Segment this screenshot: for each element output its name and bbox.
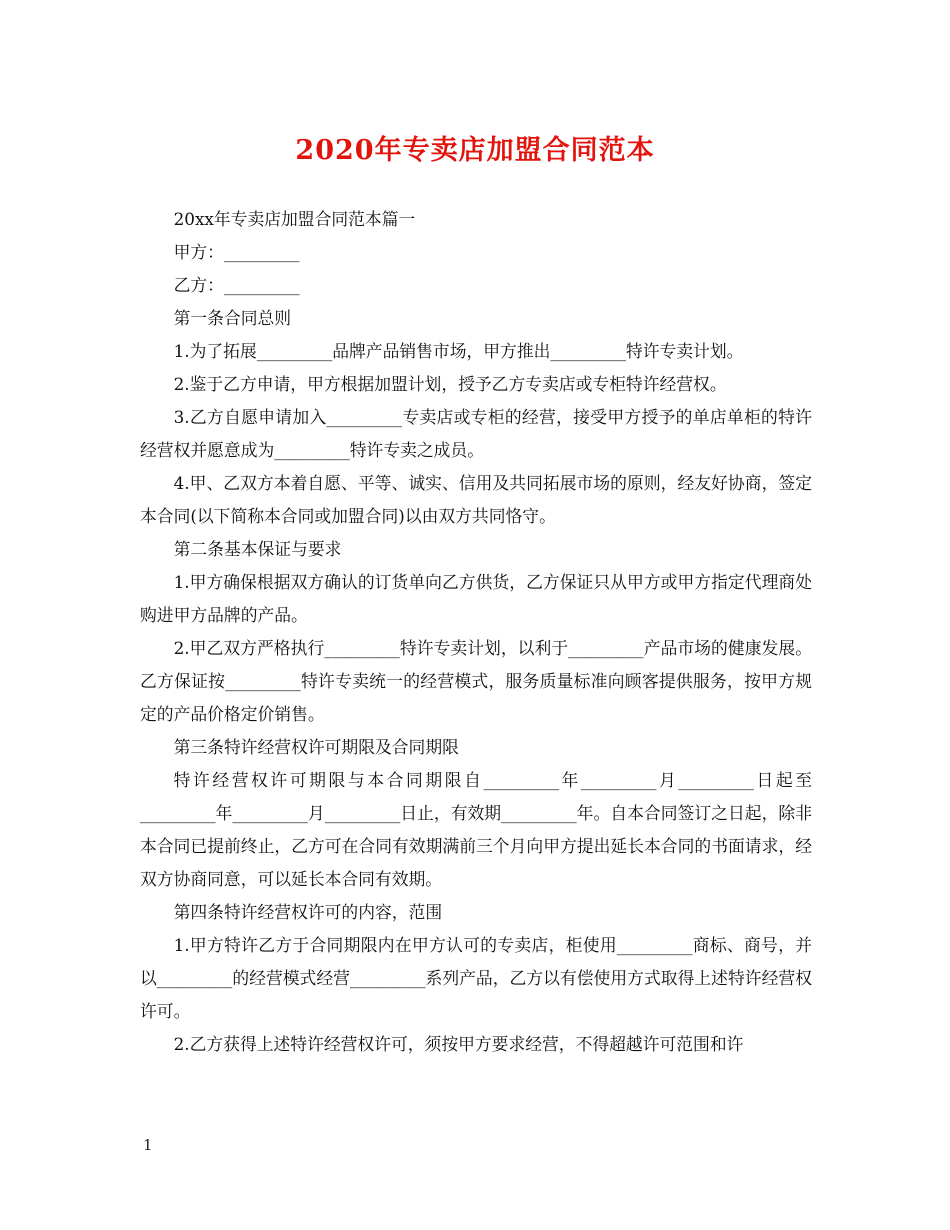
article-1-clause-1: 1.为了拓展_________品牌产品销售市场，甲方推出_________特许专卖计划。 — [173, 341, 744, 361]
document-title: 2020年专卖店加盟合同范本 — [295, 135, 655, 166]
article-2-heading: 第二条基本保证与要求 — [173, 539, 342, 559]
article-2-clause-1: 1.甲方确保根据双方确认的订货单向乙方供货，乙方保证只从甲方或甲方指定代理商处购进甲方品牌的产品。 — [140, 572, 812, 625]
page-number: 1 — [143, 1136, 153, 1154]
article-1-clause-3: 3.乙方自愿申请加入_________专卖店或专柜的经营，接受甲方授予的单店单柜的特许经营权并愿意成为_________特许专卖之成员。 — [140, 407, 812, 460]
paragraph-party-a: 甲方：_________ — [173, 242, 300, 262]
article-4-clause-1: 1.甲方特许乙方于合同期限内在甲方认可的专卖店，柜使用_________商标、商号，并以_________的经营模式经营_________系列产品，乙方以有偿使用方式取得上述特许经营权许可。 — [140, 935, 812, 1021]
article-2-clause-2: 2.甲乙双方严格执行_________特许专卖计划，以利于_________产品市场的健康发展。乙方保证按_________特许专卖统一的经营模式，服务质量标准向顾客提供服务，按甲方规定的产品价格定价销售。 — [140, 638, 812, 724]
article-3-heading: 第三条特许经营权许可期限及合同期限 — [173, 737, 459, 757]
article-4-heading: 第四条特许经营权许可的内容，范围 — [173, 902, 443, 922]
paragraph-party-b: 乙方：_________ — [173, 275, 300, 295]
article-3-clause: 特许经营权许可期限与本合同期限自_________年_________月_________日起至_________年_________月_________日止，有效期_________年。自本合同签订之日起，除非本合同已提前终止，乙方可在合同有效期满前三个月向甲方提出延长本合同的书面请求，经双方协商同意，可以延长本合同有效期。 — [140, 770, 812, 889]
paragraph-section-heading: 20xx年专卖店加盟合同范本篇一 — [173, 209, 416, 229]
article-4-clause-2: 2.乙方获得上述特许经营权许可，须按甲方要求经营，不得超越许可范围和许 — [173, 1034, 744, 1054]
article-1-clause-2: 2.鉴于乙方申请，甲方根据加盟计划，授予乙方专卖店或专柜特许经营权。 — [173, 374, 727, 394]
article-1-heading: 第一条合同总则 — [173, 308, 292, 328]
article-1-clause-4: 4.甲、乙双方本着自愿、平等、诚实、信用及共同拓展市场的原则，经友好协商，签定本合同(以下简称本合同或加盟合同)以由双方共同恪守。 — [140, 473, 812, 526]
document-body — [140, 203, 812, 1061]
